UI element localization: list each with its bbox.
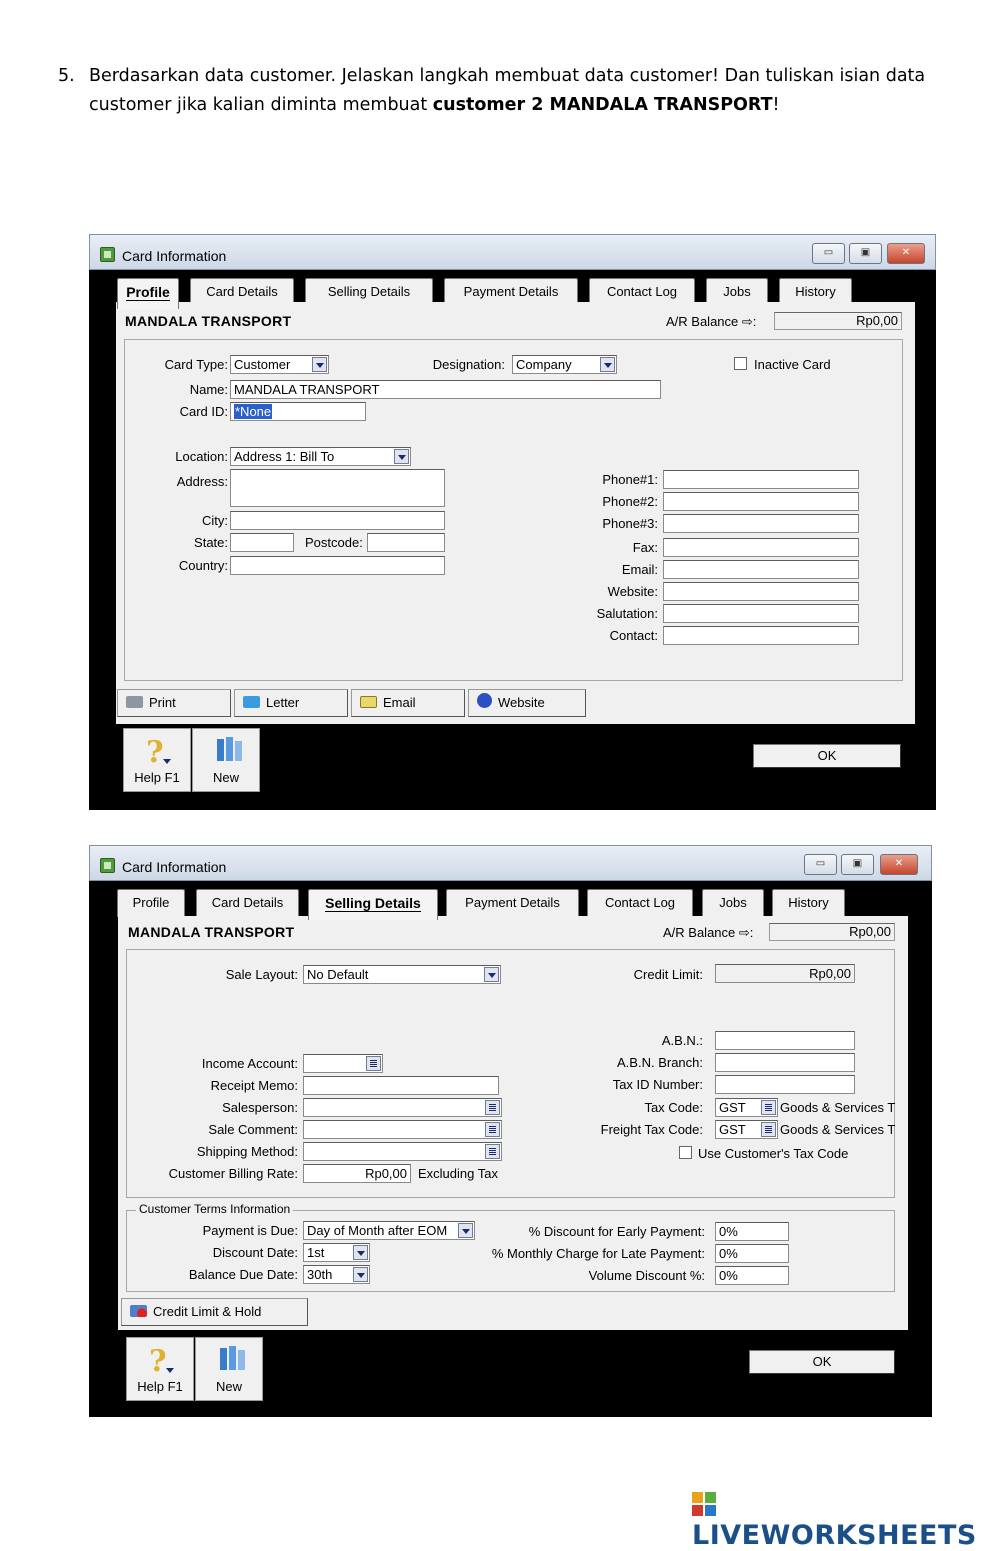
phone2-field[interactable]	[663, 492, 859, 511]
new-card-icon	[216, 1344, 248, 1376]
tab-selling-details[interactable]: Selling Details	[308, 889, 438, 920]
location-label: Location:	[175, 449, 228, 464]
phone2-label: Phone#2:	[602, 494, 658, 509]
billing-rate-field[interactable]: Rp0,00	[303, 1164, 411, 1183]
minimize-button[interactable]: ▭	[804, 854, 837, 875]
balance-due-label: Balance Due Date:	[188, 1267, 298, 1282]
shipping-method-select[interactable]	[303, 1142, 502, 1161]
tab-profile[interactable]: Profile	[117, 889, 185, 917]
early-discount-field[interactable]: 0%	[715, 1222, 789, 1241]
credit-hold-icon	[130, 1305, 147, 1317]
minimize-button[interactable]: ▭	[812, 243, 845, 264]
website-label: Website:	[607, 584, 658, 599]
volume-discount-label: Volume Discount %:	[588, 1268, 705, 1283]
shipping-method-label: Shipping Method:	[196, 1144, 298, 1159]
tab-jobs[interactable]: Jobs	[706, 278, 768, 306]
phone1-field[interactable]	[663, 470, 859, 489]
use-customer-tax-checkbox[interactable]	[679, 1146, 692, 1159]
sale-layout-label: Sale Layout:	[225, 967, 298, 982]
phone3-label: Phone#3:	[602, 516, 658, 531]
email-button[interactable]: Email	[351, 689, 465, 717]
title-bar	[89, 845, 932, 881]
address-label: Address:	[176, 474, 228, 489]
app-icon	[100, 247, 115, 262]
chevron-down-icon	[458, 1223, 473, 1238]
contact-label: Contact:	[609, 628, 658, 643]
volume-discount-field[interactable]: 0%	[715, 1266, 789, 1285]
ok-button[interactable]: OK	[749, 1350, 895, 1374]
app-icon	[100, 858, 115, 873]
tab-jobs[interactable]: Jobs	[702, 889, 764, 917]
sale-comment-select[interactable]	[303, 1120, 502, 1139]
discount-date-select[interactable]: 1st	[303, 1243, 370, 1262]
country-field[interactable]	[230, 556, 445, 575]
ar-balance-label: A/R Balance ⇨:	[666, 314, 757, 329]
state-field[interactable]	[230, 533, 294, 552]
chevron-down-icon	[353, 1267, 368, 1282]
window-title: Card Information	[122, 248, 227, 264]
tax-id-field[interactable]	[715, 1075, 855, 1094]
help-icon	[147, 1344, 175, 1379]
maximize-button[interactable]: ▣	[849, 243, 882, 264]
state-label: State:	[194, 535, 228, 550]
envelope-icon	[360, 696, 377, 708]
early-discount-label: % Discount for Early Payment:	[528, 1224, 705, 1239]
tax-code-description: Goods & Services T	[780, 1100, 896, 1115]
new-card-icon	[213, 735, 245, 767]
ok-button[interactable]: OK	[753, 744, 901, 768]
discount-date-label: Discount Date:	[212, 1245, 298, 1260]
question-number: 5.	[58, 66, 75, 86]
salesperson-label: Salesperson:	[222, 1100, 298, 1115]
email-field[interactable]	[663, 560, 859, 579]
payment-due-label: Payment is Due:	[202, 1223, 298, 1238]
help-icon	[144, 735, 172, 770]
tab-card-details[interactable]: Card Details	[196, 889, 299, 917]
tab-contact-log[interactable]: Contact Log	[587, 889, 693, 917]
letter-icon	[243, 696, 260, 708]
fax-label: Fax:	[632, 540, 658, 555]
ar-balance-label: A/R Balance ⇨:	[663, 925, 754, 940]
income-account-select[interactable]	[303, 1054, 383, 1073]
abn-label: A.B.N.:	[661, 1033, 703, 1048]
billing-rate-label: Customer Billing Rate:	[168, 1166, 298, 1181]
card-id-label: Card ID:	[179, 404, 228, 419]
location-select[interactable]: Address 1: Bill To	[230, 447, 411, 466]
receipt-memo-field[interactable]	[303, 1076, 499, 1095]
sale-comment-label: Sale Comment:	[208, 1122, 298, 1137]
freight-tax-select[interactable]: GST	[715, 1120, 778, 1139]
selling-panel	[118, 916, 908, 1330]
card-name-heading: MANDALA TRANSPORT	[128, 924, 295, 940]
close-button[interactable]: ✕	[887, 243, 925, 264]
window-title: Card Information	[122, 859, 227, 875]
tab-history[interactable]: History	[779, 278, 852, 306]
profile-panel	[116, 302, 915, 724]
customer-terms-legend: Customer Terms Information	[136, 1202, 293, 1216]
receipt-memo-label: Receipt Memo:	[210, 1078, 298, 1093]
card-id-field[interactable]: *None	[230, 402, 366, 421]
svg-text:?: ?	[146, 735, 164, 770]
name-label: Name:	[189, 382, 228, 397]
letter-button[interactable]: Letter	[234, 689, 348, 717]
designation-label: Designation:	[432, 357, 505, 372]
tax-code-select[interactable]: GST	[715, 1098, 778, 1117]
ar-balance-value: Rp0,00	[774, 312, 902, 330]
tab-contact-log[interactable]: Contact Log	[589, 278, 695, 306]
fax-field[interactable]	[663, 538, 859, 557]
abn-field[interactable]	[715, 1031, 855, 1050]
maximize-button[interactable]: ▣	[841, 854, 874, 875]
card-information-window-selling	[89, 845, 932, 1417]
website-button[interactable]: Website	[468, 689, 586, 717]
name-field[interactable]: MANDALA TRANSPORT	[230, 380, 661, 399]
liveworksheets-logo: LIVEWORKSHEETS	[692, 1489, 1000, 1551]
excluding-tax-label: Excluding Tax	[418, 1166, 498, 1181]
late-charge-field[interactable]: 0%	[715, 1244, 789, 1263]
chevron-down-icon	[484, 967, 499, 982]
credit-limit-label: Credit Limit:	[633, 967, 703, 982]
list-icon	[485, 1100, 500, 1115]
tab-selling-details[interactable]: Selling Details	[305, 278, 433, 306]
inactive-card-label: Inactive Card	[754, 357, 831, 372]
tab-card-details[interactable]: Card Details	[190, 278, 294, 306]
payment-due-select[interactable]: Day of Month after EOM	[303, 1221, 475, 1240]
late-charge-label: % Monthly Charge for Late Payment:	[491, 1246, 705, 1261]
tax-code-label: Tax Code:	[644, 1100, 703, 1115]
list-icon	[761, 1122, 776, 1137]
tax-id-label: Tax ID Number:	[612, 1077, 703, 1092]
card-name-heading: MANDALA TRANSPORT	[125, 313, 292, 329]
card-type-select[interactable]: Customer	[230, 355, 329, 374]
title-bar	[89, 234, 936, 270]
city-field[interactable]	[230, 511, 445, 530]
salutation-field[interactable]	[663, 604, 859, 623]
income-account-label: Income Account:	[201, 1056, 298, 1071]
print-button[interactable]: Print	[117, 689, 231, 717]
credit-limit-hold-button[interactable]: Credit Limit & Hold	[121, 1298, 308, 1326]
ar-balance-value: Rp0,00	[769, 923, 895, 941]
postcode-label: Postcode:	[305, 535, 363, 550]
city-label: City:	[202, 513, 228, 528]
website-field[interactable]	[663, 582, 859, 601]
tab-payment-details[interactable]: Payment Details	[444, 278, 578, 306]
question-bold: customer 2 MANDALA TRANSPORT	[432, 95, 773, 115]
salutation-label: Salutation:	[596, 606, 658, 621]
phone3-field[interactable]	[663, 514, 859, 533]
tab-history[interactable]: History	[772, 889, 845, 917]
country-label: Country:	[178, 558, 228, 573]
address-field[interactable]	[230, 469, 445, 507]
tab-profile[interactable]: Profile	[117, 278, 179, 309]
sale-layout-select[interactable]: No Default	[303, 965, 501, 984]
printer-icon	[126, 696, 143, 708]
freight-tax-description: Goods & Services T	[780, 1122, 896, 1137]
svg-text:?: ?	[149, 1344, 167, 1379]
list-icon	[485, 1122, 500, 1137]
tab-payment-details[interactable]: Payment Details	[446, 889, 579, 917]
help-button[interactable]: ? Help F1	[126, 1337, 194, 1401]
phone1-label: Phone#1:	[602, 472, 658, 487]
chevron-down-icon	[394, 449, 409, 464]
use-customer-tax-label: Use Customer's Tax Code	[698, 1146, 849, 1161]
postcode-field[interactable]	[367, 533, 445, 552]
globe-icon	[477, 693, 492, 708]
card-information-window-profile	[89, 234, 936, 810]
contact-field[interactable]	[663, 626, 859, 645]
question-text: Berdasarkan data customer. Jelaskan langkah membuat data customer! Dan tuliskan isian data customer jika kalian diminta membuat customer 2 MANDALA TRANSPORT!	[89, 66, 926, 115]
new-button[interactable]: New	[192, 728, 260, 792]
salesperson-select[interactable]	[303, 1098, 502, 1117]
new-button[interactable]: New	[195, 1337, 263, 1401]
list-icon	[761, 1100, 776, 1115]
list-icon	[485, 1144, 500, 1159]
balance-due-select[interactable]: 30th	[303, 1265, 370, 1284]
chevron-down-icon	[312, 357, 327, 372]
liveworksheets-icon	[692, 1492, 716, 1516]
chevron-down-icon	[353, 1245, 368, 1260]
card-type-label: Card Type:	[164, 357, 228, 372]
credit-limit-value: Rp0,00	[715, 964, 855, 983]
email-label: Email:	[621, 562, 658, 577]
designation-select[interactable]: Company	[512, 355, 617, 374]
freight-tax-label: Freight Tax Code:	[600, 1122, 703, 1137]
abn-branch-label: A.B.N. Branch:	[617, 1055, 703, 1070]
abn-branch-field[interactable]	[715, 1053, 855, 1072]
help-button[interactable]: ? Help F1	[123, 728, 191, 792]
list-icon	[366, 1056, 381, 1071]
chevron-down-icon	[600, 357, 615, 372]
close-button[interactable]: ✕	[880, 854, 918, 875]
inactive-card-checkbox[interactable]	[734, 357, 747, 370]
